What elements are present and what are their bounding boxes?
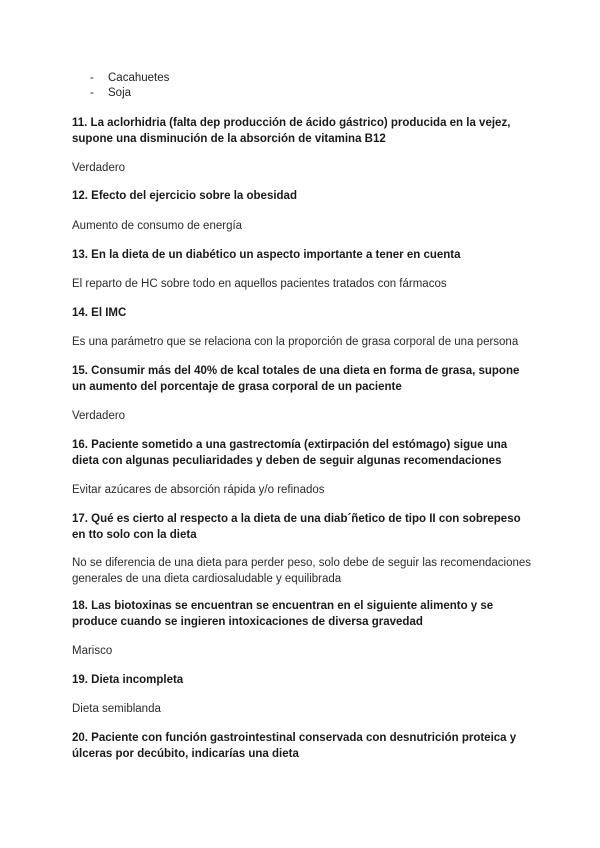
bullet-list xyxy=(90,71,169,101)
answer-14: Es una parámetro que se relaciona con la proporción de grasa corporal de una persona xyxy=(72,336,519,348)
question-17: 17. Qué es cierto al respecto a la dieta de una diab´ñetico de tipo II con sobrepeso en tto solo con la dieta xyxy=(72,513,521,541)
answer-12: Aumento de consumo de energía xyxy=(72,220,243,232)
question-11: 11. La aclorhidria (falta dep producción de ácido gástrico) producida en la vejez, supone una disminución de la absorción de vitamina B12 xyxy=(72,117,511,145)
answer-13: El reparto de HC sobre todo en aquellos pacientes tratados con fármacos xyxy=(72,278,447,290)
question-19: 19. Dieta incompleta xyxy=(72,674,184,686)
answer-15: Verdadero xyxy=(72,410,126,422)
answer-16: Evitar azúcares de absorción rápida y/o refinados xyxy=(72,484,325,496)
question-14: 14. El IMC xyxy=(72,307,127,319)
question-18: 18. Las biotoxinas se encuentran se encuentran en el siguiente alimento y se produce cuando se ingieren intoxicaciones de diversa gravedad xyxy=(72,600,494,628)
list-item: - Cacahuetes xyxy=(90,72,170,84)
question-15: 15. Consumir más del 40% de kcal totales de una dieta en forma de grasa, supone un aumento del porcentaje de grasa corporal de un paciente xyxy=(72,365,520,393)
answer-19: Dieta semiblanda xyxy=(72,703,161,715)
question-12: 12. Efecto del ejercicio sobre la obesidad xyxy=(72,190,297,202)
question-16: 16. Paciente sometido a una gastrectomía (extirpación del estómago) sigue una dieta con algunas peculiaridades y deben de seguir algunas recomendaciones xyxy=(72,439,508,467)
answer-18: Marisco xyxy=(72,645,113,657)
answer-17: No se diferencia de una dieta para perder peso, solo debe de seguir las recomendaciones generales de una dieta cardiosaludable y equilibrada xyxy=(72,557,532,585)
answer-11: Verdadero xyxy=(72,162,126,174)
question-13: 13. En la dieta de un diabético un aspecto importante a tener en cuenta xyxy=(72,249,461,261)
question-20: 20. Paciente con función gastrointestinal conservada con desnutrición proteica y úlceras por decúbito, indicarías una dieta xyxy=(72,732,517,760)
list-item: - Soja xyxy=(90,87,132,99)
